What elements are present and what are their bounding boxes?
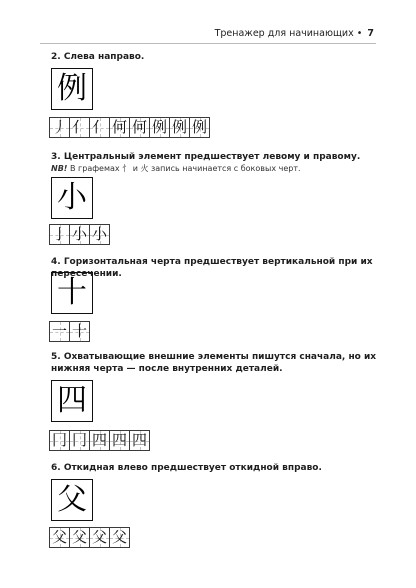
character-box: 小 [51, 177, 93, 219]
section-heading: 5. Охватывающие внешние элементы пишутся сначала, но их нижняя черта — после внутренних деталей. [51, 352, 377, 374]
note [51, 163, 301, 174]
section-heading: 2. Слева направо. [51, 52, 145, 62]
stroke-cell: 亻 [89, 117, 110, 138]
character-box: 十 [51, 272, 93, 314]
stroke-cell: 父 [69, 527, 90, 548]
stroke-cell: 小 [89, 224, 110, 245]
stroke-cell: 亻 [69, 117, 90, 138]
page-header [215, 28, 374, 39]
stroke-order-strip [49, 321, 90, 342]
stroke-cell: 十 [69, 321, 90, 342]
character-box: 例 [51, 68, 93, 110]
stroke-cell: 父 [89, 527, 110, 548]
stroke-cell: 一 [49, 321, 70, 342]
stroke-cell: 何 [129, 117, 150, 138]
stroke-cell: 例 [189, 117, 210, 138]
header-rule [40, 43, 376, 44]
stroke-cell: 例 [149, 117, 170, 138]
stroke-order-strip [49, 430, 150, 451]
stroke-order-strip [49, 224, 110, 245]
stroke-cell: 父 [109, 527, 130, 548]
stroke-cell: 冂 [49, 430, 70, 451]
stroke-cell: 四 [89, 430, 110, 451]
stroke-cell: 父 [49, 527, 70, 548]
section-heading: 6. Откидная влево предшествует откидной вправо. [51, 463, 322, 473]
character-box: 父 [51, 479, 93, 521]
stroke-cell: 例 [169, 117, 190, 138]
note-text: В графемах 忄 и 火 запись начинается с боковых черт. [70, 164, 301, 173]
stroke-cell: 丿 [49, 117, 70, 138]
note-label: NB! [51, 164, 68, 173]
book-title: Тренажер для начинающих [214, 28, 354, 39]
stroke-order-strip [49, 117, 210, 138]
stroke-cell: 何 [109, 117, 130, 138]
character-box: 四 [51, 380, 93, 422]
stroke-cell: 四 [129, 430, 150, 451]
page-number: 7 [367, 28, 374, 39]
separator: • [356, 28, 363, 39]
stroke-cell: 冂 [69, 430, 90, 451]
section-heading: 4. Горизонтальная черта предшествует вертикальной при их пересечении. [51, 257, 373, 279]
stroke-cell: 亅 [49, 224, 70, 245]
stroke-order-strip [49, 527, 130, 548]
section-heading: 3. Центральный элемент предшествует левому и правому. [51, 152, 361, 162]
stroke-cell: 四 [109, 430, 130, 451]
stroke-cell: 小 [69, 224, 90, 245]
